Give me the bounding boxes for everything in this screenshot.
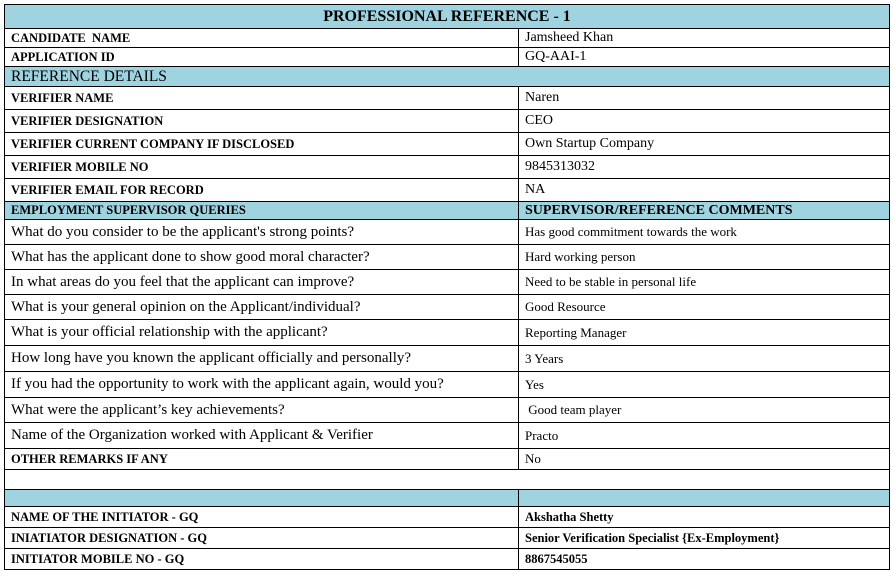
query-answer: 3 Years bbox=[519, 346, 890, 372]
verifier-company-value: Own Startup Company bbox=[519, 133, 890, 156]
page-title: PROFESSIONAL REFERENCE - 1 bbox=[5, 5, 890, 29]
query-answer: Good Resource bbox=[519, 295, 890, 320]
verifier-email-value: NA bbox=[519, 179, 890, 202]
initiator-row bbox=[5, 549, 890, 570]
query-row bbox=[5, 245, 890, 270]
verifier-mobile-label: VERIFIER MOBILE NO bbox=[5, 156, 519, 179]
application-id-label: APPLICATION ID bbox=[5, 48, 519, 67]
verifier-row bbox=[5, 110, 890, 133]
query-row bbox=[5, 346, 890, 372]
query-row bbox=[5, 295, 890, 320]
verifier-mobile-value: 9845313032 bbox=[519, 156, 890, 179]
blank-cell bbox=[5, 470, 890, 490]
query-question: What has the applicant done to show good moral character? bbox=[5, 245, 519, 270]
queries-header-left: EMPLOYMENT SUPERVISOR QUERIES bbox=[5, 202, 519, 220]
application-id-row bbox=[5, 48, 890, 67]
query-question: What were the applicant’s key achievements? bbox=[5, 398, 519, 423]
verifier-row bbox=[5, 87, 890, 110]
verifier-designation-label: VERIFIER DESIGNATION bbox=[5, 110, 519, 133]
query-answer: Reporting Manager bbox=[519, 320, 890, 346]
spacer-row bbox=[5, 470, 890, 490]
query-answer: Hard working person bbox=[519, 245, 890, 270]
initiator-row bbox=[5, 528, 890, 549]
query-row bbox=[5, 372, 890, 398]
query-answer: Has good commitment towards the work bbox=[519, 220, 890, 245]
query-row bbox=[5, 398, 890, 423]
blank-blue-cell bbox=[519, 490, 890, 507]
verifier-designation-value: CEO bbox=[519, 110, 890, 133]
query-answer: Practo bbox=[519, 423, 890, 449]
verifier-name-value: Naren bbox=[519, 87, 890, 110]
reference-details-heading: REFERENCE DETAILS bbox=[5, 67, 890, 87]
other-remarks-value: No bbox=[519, 449, 890, 470]
query-row bbox=[5, 423, 890, 449]
verifier-email-label: VERIFIER EMAIL FOR RECORD bbox=[5, 179, 519, 202]
application-id-value: GQ-AAI-1 bbox=[519, 48, 890, 67]
query-row bbox=[5, 320, 890, 346]
query-question: What do you consider to be the applicant's strong points? bbox=[5, 220, 519, 245]
queries-header-row bbox=[5, 202, 890, 220]
verifier-name-label: VERIFIER NAME bbox=[5, 87, 519, 110]
query-answer: Good team player bbox=[519, 398, 890, 423]
verifier-row bbox=[5, 133, 890, 156]
candidate-name-label: CANDIDATE NAME bbox=[5, 29, 519, 48]
query-question: How long have you known the applicant officially and personally? bbox=[5, 346, 519, 372]
candidate-name-value: Jamsheed Khan bbox=[519, 29, 890, 48]
query-row bbox=[5, 220, 890, 245]
initiator-designation-value: Senior Verification Specialist {Ex-Employment} bbox=[519, 528, 890, 549]
reference-details-row bbox=[5, 67, 890, 87]
verifier-row bbox=[5, 179, 890, 202]
query-answer: Yes bbox=[519, 372, 890, 398]
other-remarks-row bbox=[5, 449, 890, 470]
query-question: What is your general opinion on the Applicant/individual? bbox=[5, 295, 519, 320]
initiator-header-row bbox=[5, 490, 890, 507]
initiator-row bbox=[5, 507, 890, 528]
query-row bbox=[5, 270, 890, 295]
title-row bbox=[5, 5, 890, 29]
queries-header-right: SUPERVISOR/REFERENCE COMMENTS bbox=[519, 202, 890, 220]
initiator-name-value: Akshatha Shetty bbox=[519, 507, 890, 528]
query-question: What is your official relationship with the applicant? bbox=[5, 320, 519, 346]
query-question: Name of the Organization worked with Applicant & Verifier bbox=[5, 423, 519, 449]
initiator-name-label: NAME OF THE INITIATOR - GQ bbox=[5, 507, 519, 528]
initiator-mobile-value: 8867545055 bbox=[519, 549, 890, 570]
blank-blue-cell bbox=[5, 490, 519, 507]
verifier-company-label: VERIFIER CURRENT COMPANY IF DISCLOSED bbox=[5, 133, 519, 156]
query-question: In what areas do you feel that the applicant can improve? bbox=[5, 270, 519, 295]
query-answer: Need to be stable in personal life bbox=[519, 270, 890, 295]
professional-reference-table bbox=[4, 4, 890, 570]
initiator-designation-label: INIATIATOR DESIGNATION - GQ bbox=[5, 528, 519, 549]
query-question: If you had the opportunity to work with the applicant again, would you? bbox=[5, 372, 519, 398]
other-remarks-label: OTHER REMARKS IF ANY bbox=[5, 449, 519, 470]
initiator-mobile-label: INITIATOR MOBILE NO - GQ bbox=[5, 549, 519, 570]
verifier-row bbox=[5, 156, 890, 179]
candidate-name-row bbox=[5, 29, 890, 48]
